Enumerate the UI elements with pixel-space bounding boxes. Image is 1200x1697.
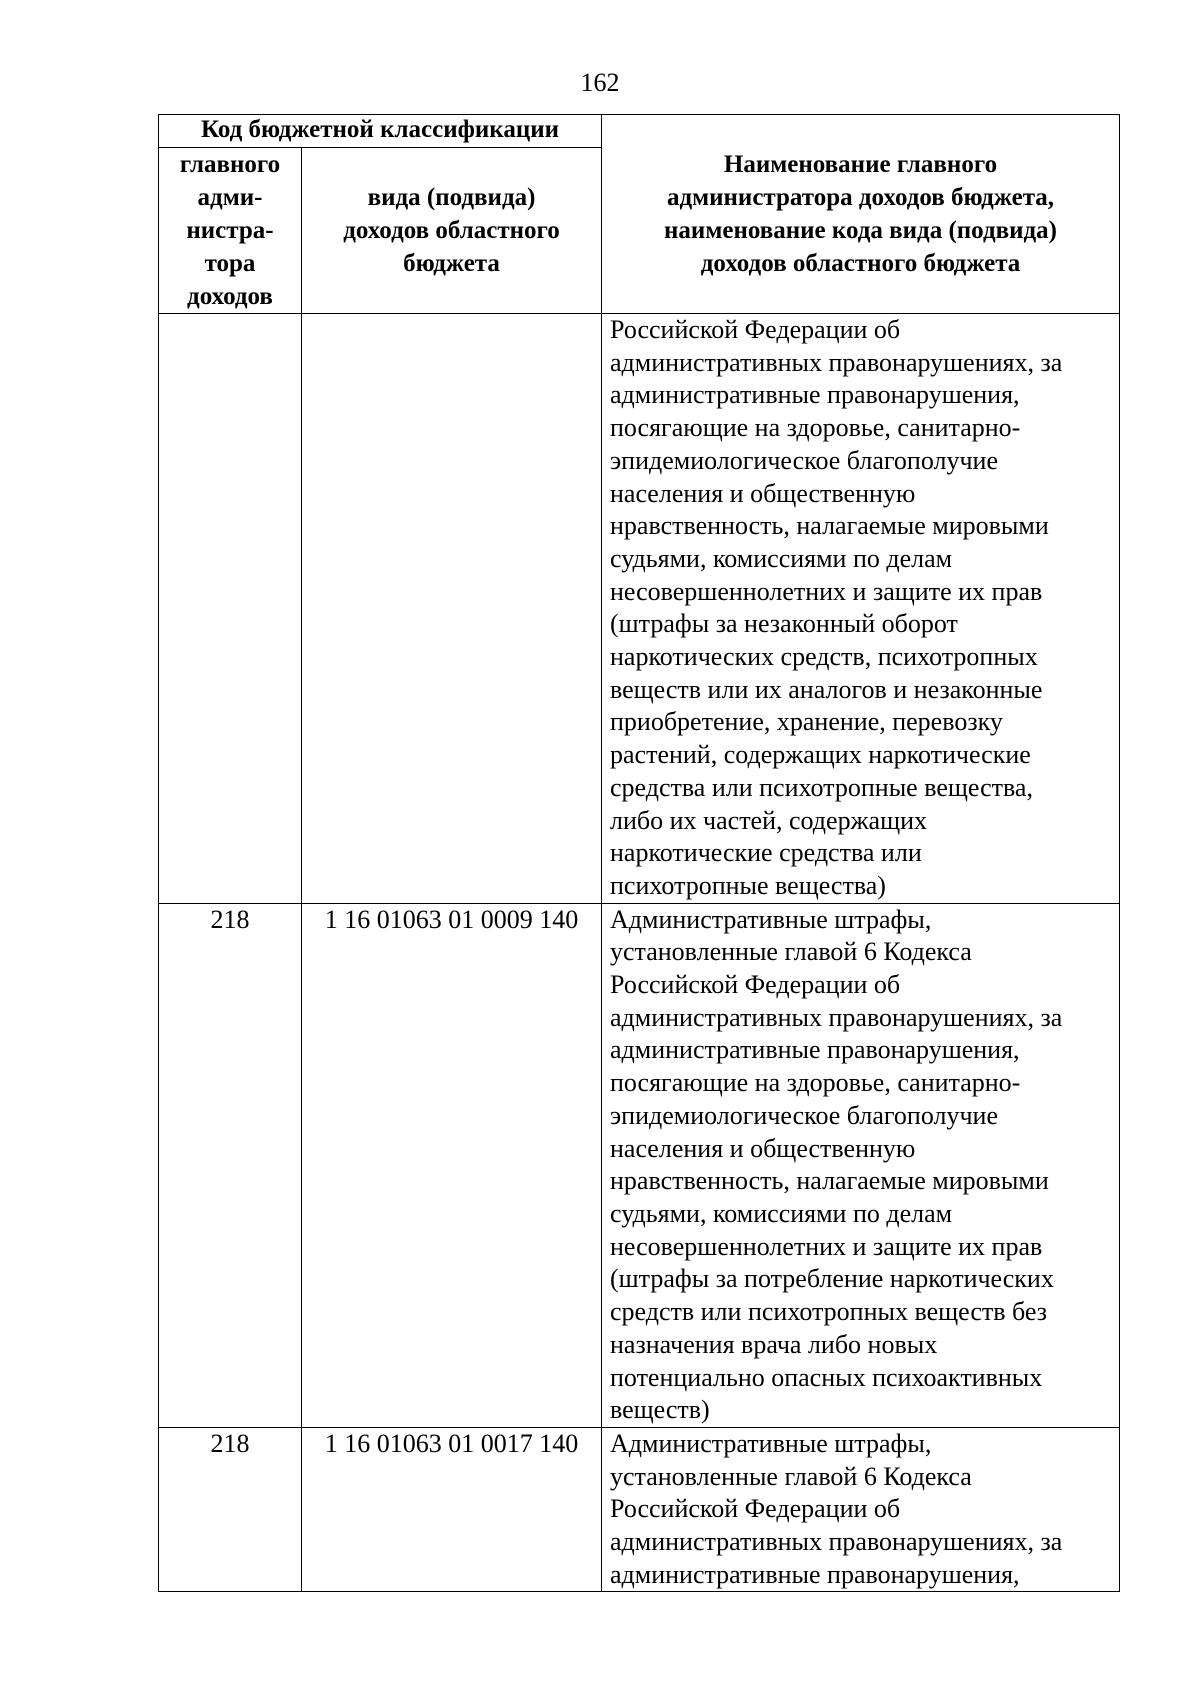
income-name-line: населения и общественную [610, 1133, 916, 1163]
header-code-line: бюджета [403, 250, 500, 277]
header-name-line: наименование кода вида (подвида) [664, 217, 1057, 244]
income-name-line: наркотических средств, психотропных [610, 642, 1038, 672]
income-code-cell [302, 314, 602, 904]
header-admin-line: доходов [187, 283, 273, 310]
table-row [159, 903, 1120, 1427]
income-name-line: (штрафы за потребление наркотических [610, 1264, 1054, 1294]
income-name-line: административных правонарушениях, за [610, 347, 1063, 377]
income-name-line: административные правонарушения, [610, 380, 1020, 410]
header-name-column [602, 115, 1120, 314]
income-name-cell [602, 314, 1120, 904]
income-name-line: судьями, комиссиями по делам [610, 543, 953, 573]
income-name-line: наркотические средства или [610, 838, 922, 868]
income-name-line: Российской Федерации об [610, 1494, 901, 1524]
header-admin-line: адми- [197, 184, 263, 211]
header-name-line: доходов областного бюджета [700, 250, 1021, 277]
header-admin-column [159, 148, 302, 314]
budget-classification-table [158, 114, 1120, 1592]
income-name-line: Российской Федерации об [610, 970, 901, 1000]
page-number: 162 [580, 68, 620, 97]
income-name-line: потенциально опасных психоактивных [610, 1362, 1043, 1392]
income-name-line: либо их частей, содержащих [610, 805, 928, 835]
income-name-cell [602, 903, 1120, 1427]
income-name-line: нравственность, налагаемые мировыми [610, 511, 1049, 541]
income-name-line: установленные главой 6 Кодекса [610, 937, 972, 967]
income-name-line: Административные штрафы, [610, 1428, 932, 1458]
income-name-line: административных правонарушениях, за [610, 1002, 1063, 1032]
income-name-line: населения и общественную [610, 478, 916, 508]
admin-code-cell: 218 [159, 903, 302, 1427]
income-name-line: административные правонарушения, [610, 1559, 1020, 1589]
income-name-line: административных правонарушениях, за [610, 1527, 1063, 1557]
income-name-line: административные правонарушения, [610, 1035, 1020, 1065]
header-code-column [302, 148, 602, 314]
header-name-line: администратора доходов бюджета, [666, 184, 1055, 211]
income-name-line: назначения врача либо новых [610, 1329, 938, 1359]
table-row [159, 314, 1120, 904]
income-name-line: нравственность, налагаемые мировыми [610, 1166, 1049, 1196]
income-name-line: веществ) [610, 1395, 710, 1425]
admin-code-cell: 218 [159, 1427, 302, 1592]
income-name-line: (штрафы за незаконный оборот [610, 609, 958, 639]
income-code-cell: 1 16 01063 01 0017 140 [302, 1427, 602, 1592]
income-name-line: установленные главой 6 Кодекса [610, 1461, 972, 1491]
income-name-line: посягающие на здоровье, санитарно- [610, 1068, 1021, 1098]
income-name-line: эпидемиологическое благополучие [610, 445, 998, 475]
income-name-line: несовершеннолетних и защите их прав [610, 1231, 1043, 1261]
income-code-cell: 1 16 01063 01 0009 140 [302, 903, 602, 1427]
header-name-line: Наименование главного [723, 151, 998, 178]
income-name-line: судьями, комиссиями по делам [610, 1198, 953, 1228]
income-name-line: эпидемиологическое благополучие [610, 1100, 998, 1130]
header-admin-line: главного [179, 151, 281, 178]
income-name-line: средств или психотропных веществ без [610, 1297, 1048, 1327]
header-admin-line: тора [204, 250, 256, 277]
income-name-line: Административные штрафы, [610, 904, 932, 934]
admin-code-cell [159, 314, 302, 904]
header-code-line: доходов областного [343, 217, 560, 244]
header-group-title: Код бюджетной классификации [159, 115, 602, 148]
income-name-cell [602, 1427, 1120, 1592]
income-name-line: приобретение, хранение, перевозку [610, 707, 1003, 737]
income-name-line: веществ или их аналогов и незаконные [610, 674, 1043, 704]
header-code-line: вида (подвида) [367, 184, 536, 211]
header-admin-line: нистра- [186, 217, 274, 244]
income-name-line: посягающие на здоровье, санитарно- [610, 413, 1021, 443]
income-name-line: средства или психотропные вещества, [610, 772, 1033, 802]
income-name-line: Российской Федерации об [610, 315, 901, 344]
income-name-line: несовершеннолетних и защите их прав [610, 576, 1043, 606]
income-name-line: растений, содержащих наркотические [610, 740, 1031, 770]
table-row [159, 1427, 1120, 1592]
income-name-line: психотропные вещества) [610, 870, 886, 900]
